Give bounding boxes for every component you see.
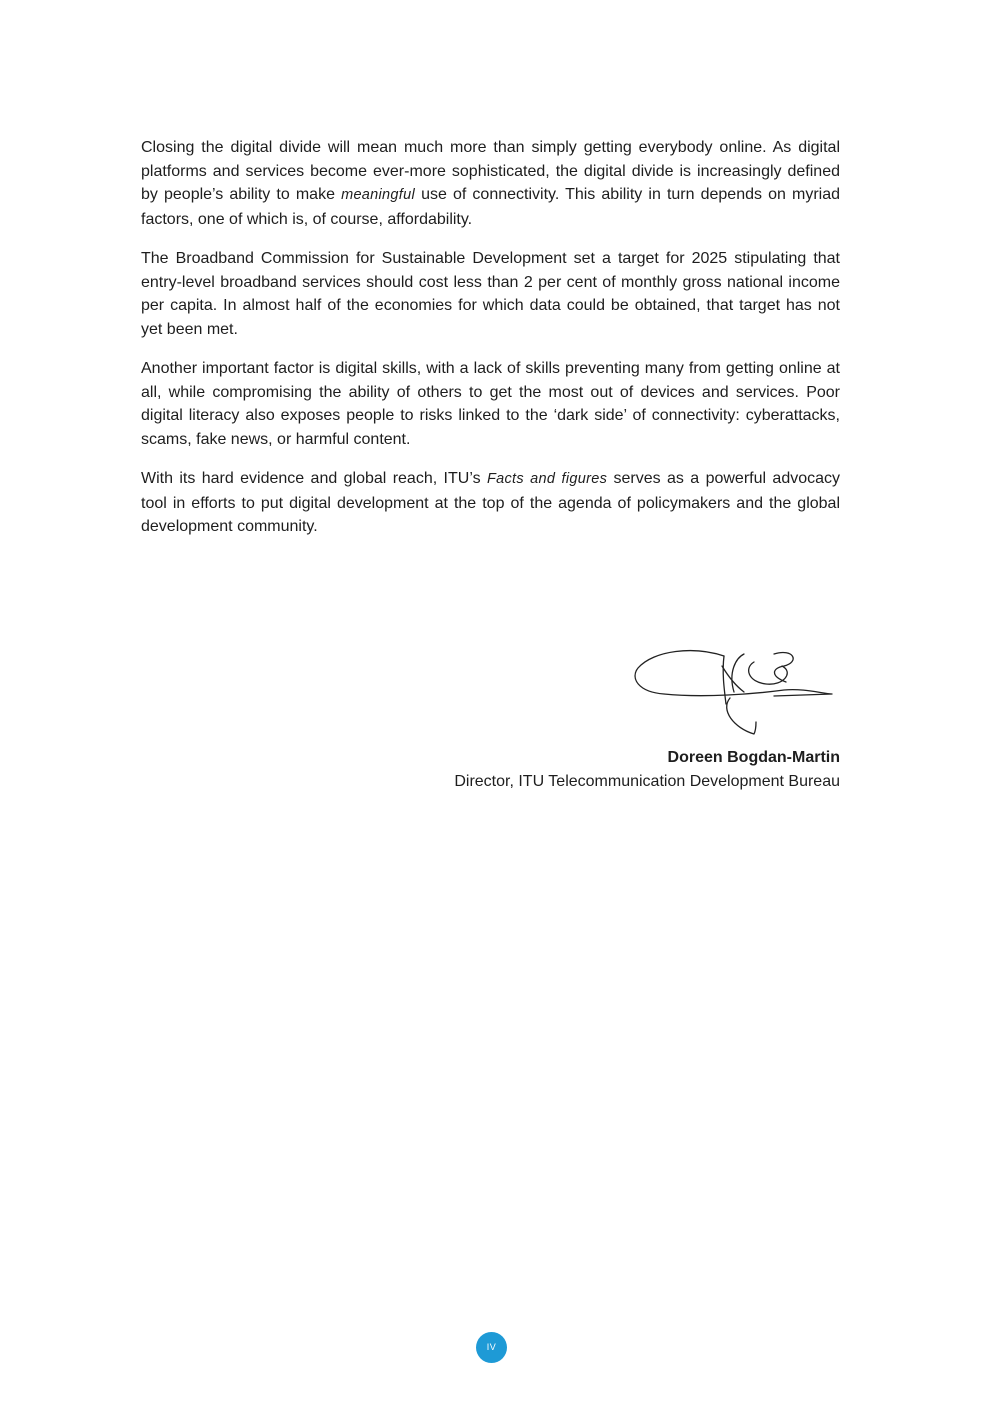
paragraph-1-start: Closing the digital divide will mean much more than simply getting everybody online. As digital platforms and services become ever-more sophisticated, the digital divide is increasingly defined by people’s ability to make [141,139,840,203]
page-number-badge: IV [476,1332,507,1363]
paragraph-1 [141,136,840,231]
paragraph-4 [141,467,840,539]
paragraph-2: The Broadband Commission for Sustainable Development set a target for 2025 stipulating that entry-level broadband services should cost less than 2 per cent of monthly gross national income per capita. In almost half of the economies for which data could be obtained, that target has not yet been met. [141,250,840,338]
paragraph-1-emphasis: meaningful [341,187,415,203]
body-text [141,136,840,555]
paragraph-4-end: serves as a powerful advocacy tool in efforts to put digital development at the top of the agenda of policymakers and the global development community. [141,470,841,535]
paragraph-1-end: use of connectivity. This ability in turn depends on myriad factors, one of which is, of course, affordability. [141,186,840,228]
handwritten-signature [624,632,840,740]
paragraph-4-start: With its hard evidence and global reach, ITU’s [141,470,487,487]
signer-name: Doreen Bogdan-Martin [667,749,840,766]
signature-block [454,746,840,794]
paragraph-4-emphasis: Facts and figures [486,471,608,487]
signer-title: Director, ITU Telecommunication Development Bureau [454,773,840,790]
paragraph-3: Another important factor is digital skills, with a lack of skills preventing many from getting online at all, while compromising the ability of others to get the most out of devices and services. Poor digital literacy also exposes people to risks linked to the ‘dark side’ of connectivity: cyberattacks, scams, fake news, or harmful content. [141,360,840,448]
